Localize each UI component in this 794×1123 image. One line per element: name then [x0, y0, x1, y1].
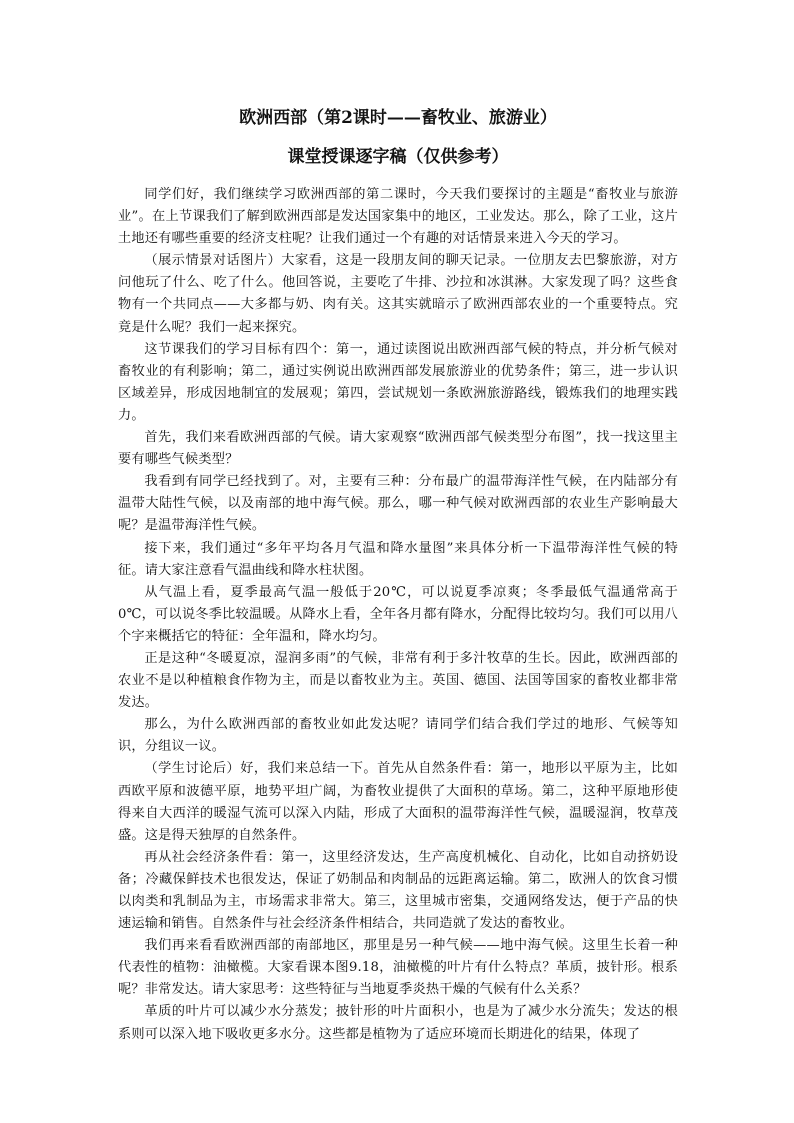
paragraph: 同学们好，我们继续学习欧洲西部的第二课时，今天我们要探讨的主题是“畜牧业与旅游业”。在上节课我们了解到欧洲西部是发达国家集中的地区，工业发达。那么，除了工业，这片土地还有哪些重要的经济支柱呢？让我们通过一个有趣的对话情景来进入今天的学习。 [118, 187, 678, 247]
paragraph: 这节课我们的学习目标有四个：第一，通过读图说出欧洲西部气候的特点，并分析气候对畜牧业的有利影响；第二，通过实例说出欧洲西部发展旅游业的优势条件；第三，进一步认识区域差异，形成因地制宜的发展观；第四，尝试规划一条欧洲旅游路线，锻炼我们的地理实践力。 [118, 341, 678, 423]
paragraph: 革质的叶片可以减少水分蒸发；披针形的叶片面积小，也是为了减少水分流失；发达的根系则可以深入地下吸收更多水分。这些都是植物为了适应环境而长期进化的结果，体现了 [118, 1004, 678, 1042]
paragraph: 我们再来看看欧洲西部的南部地区，那里是另一种气候——地中海气候。这里生长着一种代表性的植物：油橄榄。大家看课本图9.18，油橄榄的叶片有什么特点？革质，披针形。根系呢？非常发达。请大家思考：这些特征与当地夏季炎热干燥的气候有什么关系？ [118, 938, 678, 998]
paragraph: 正是这种“冬暖夏凉，湿润多雨”的气候，非常有利于多汁牧草的生长。因此，欧洲西部的农业不是以种植粮食作物为主，而是以畜牧业为主。英国、德国、法国等国家的畜牧业都非常发达。 [118, 650, 678, 711]
paragraph: 再从社会经济条件看：第一，这里经济发达，生产高度机械化、自动化，比如自动挤奶设备；冷藏保鲜技术也很发达，保证了奶制品和肉制品的远距离运输。第二，欧洲人的饮食习惯以肉类和乳制品为主，市场需求非常大。第三，这里城市密集，交通网络发达，便于产品的快速运输和销售。自然条件与社会经济条件相结合，共同造就了发达的畜牧业。 [118, 849, 678, 932]
document-body [118, 184, 678, 1046]
document-title: 欧洲西部（第2课时——畜牧业、旅游业） [239, 108, 557, 128]
paragraph: （学生讨论后）好，我们来总结一下。首先从自然条件看：第一，地形以平原为主，比如西欧平原和波德平原，地势平坦广阔，为畜牧业提供了大面积的草场。第二，这种平原地形使得来自大西洋的暖湿气流可以深入内陆，形成了大面积的温带海洋性气候，温暖湿润，牧草茂盛。这是得天独厚的自然条件。 [118, 761, 678, 843]
document-subtitle: 课堂授课逐字稿（仅供参考） [287, 147, 509, 167]
paragraph: 从气温上看，夏季最高气温一般低于20℃，可以说夏季凉爽；冬季最低气温通常高于0℃，可以说冬季比较温暖。从降水上看，全年各月都有降水，分配得比较均匀。我们可以用八个字来概括它的特征：全年温和，降水均匀。 [118, 584, 678, 644]
paragraph: 我看到有同学已经找到了。对，主要有三种：分布最广的温带海洋性气候，在内陆部分有温带大陆性气候，以及南部的地中海气候。那么，哪一种气候对欧洲西部的农业生产影响最大呢？是温带海洋性气候。 [118, 474, 678, 534]
paragraph: 首先，我们来看欧洲西部的气候。请大家观察“欧洲西部气候类型分布图”，找一找这里主要有哪些气候类型？ [118, 430, 678, 468]
paragraph: 接下来，我们通过“多年平均各月气温和降水量图”来具体分析一下温带海洋性气候的特征。请大家注意看气温曲线和降水柱状图。 [118, 540, 678, 578]
paragraph: 那么，为什么欧洲西部的畜牧业如此发达呢？请同学们结合我们学过的地形、气候等知识，分组议一议。 [118, 717, 678, 755]
document-page [118, 100, 678, 1046]
paragraph: （展示情景对话图片）大家看，这是一段朋友间的聊天记录。一位朋友去巴黎旅游，对方问他玩了什么、吃了什么。他回答说，主要吃了牛排、沙拉和冰淇淋。大家发现了吗？这些食物有一个共同点——大多都与奶、肉有关。这其实就暗示了欧洲西部农业的一个重要特点。究竟是什么呢？我们一起来探究。 [118, 253, 678, 335]
